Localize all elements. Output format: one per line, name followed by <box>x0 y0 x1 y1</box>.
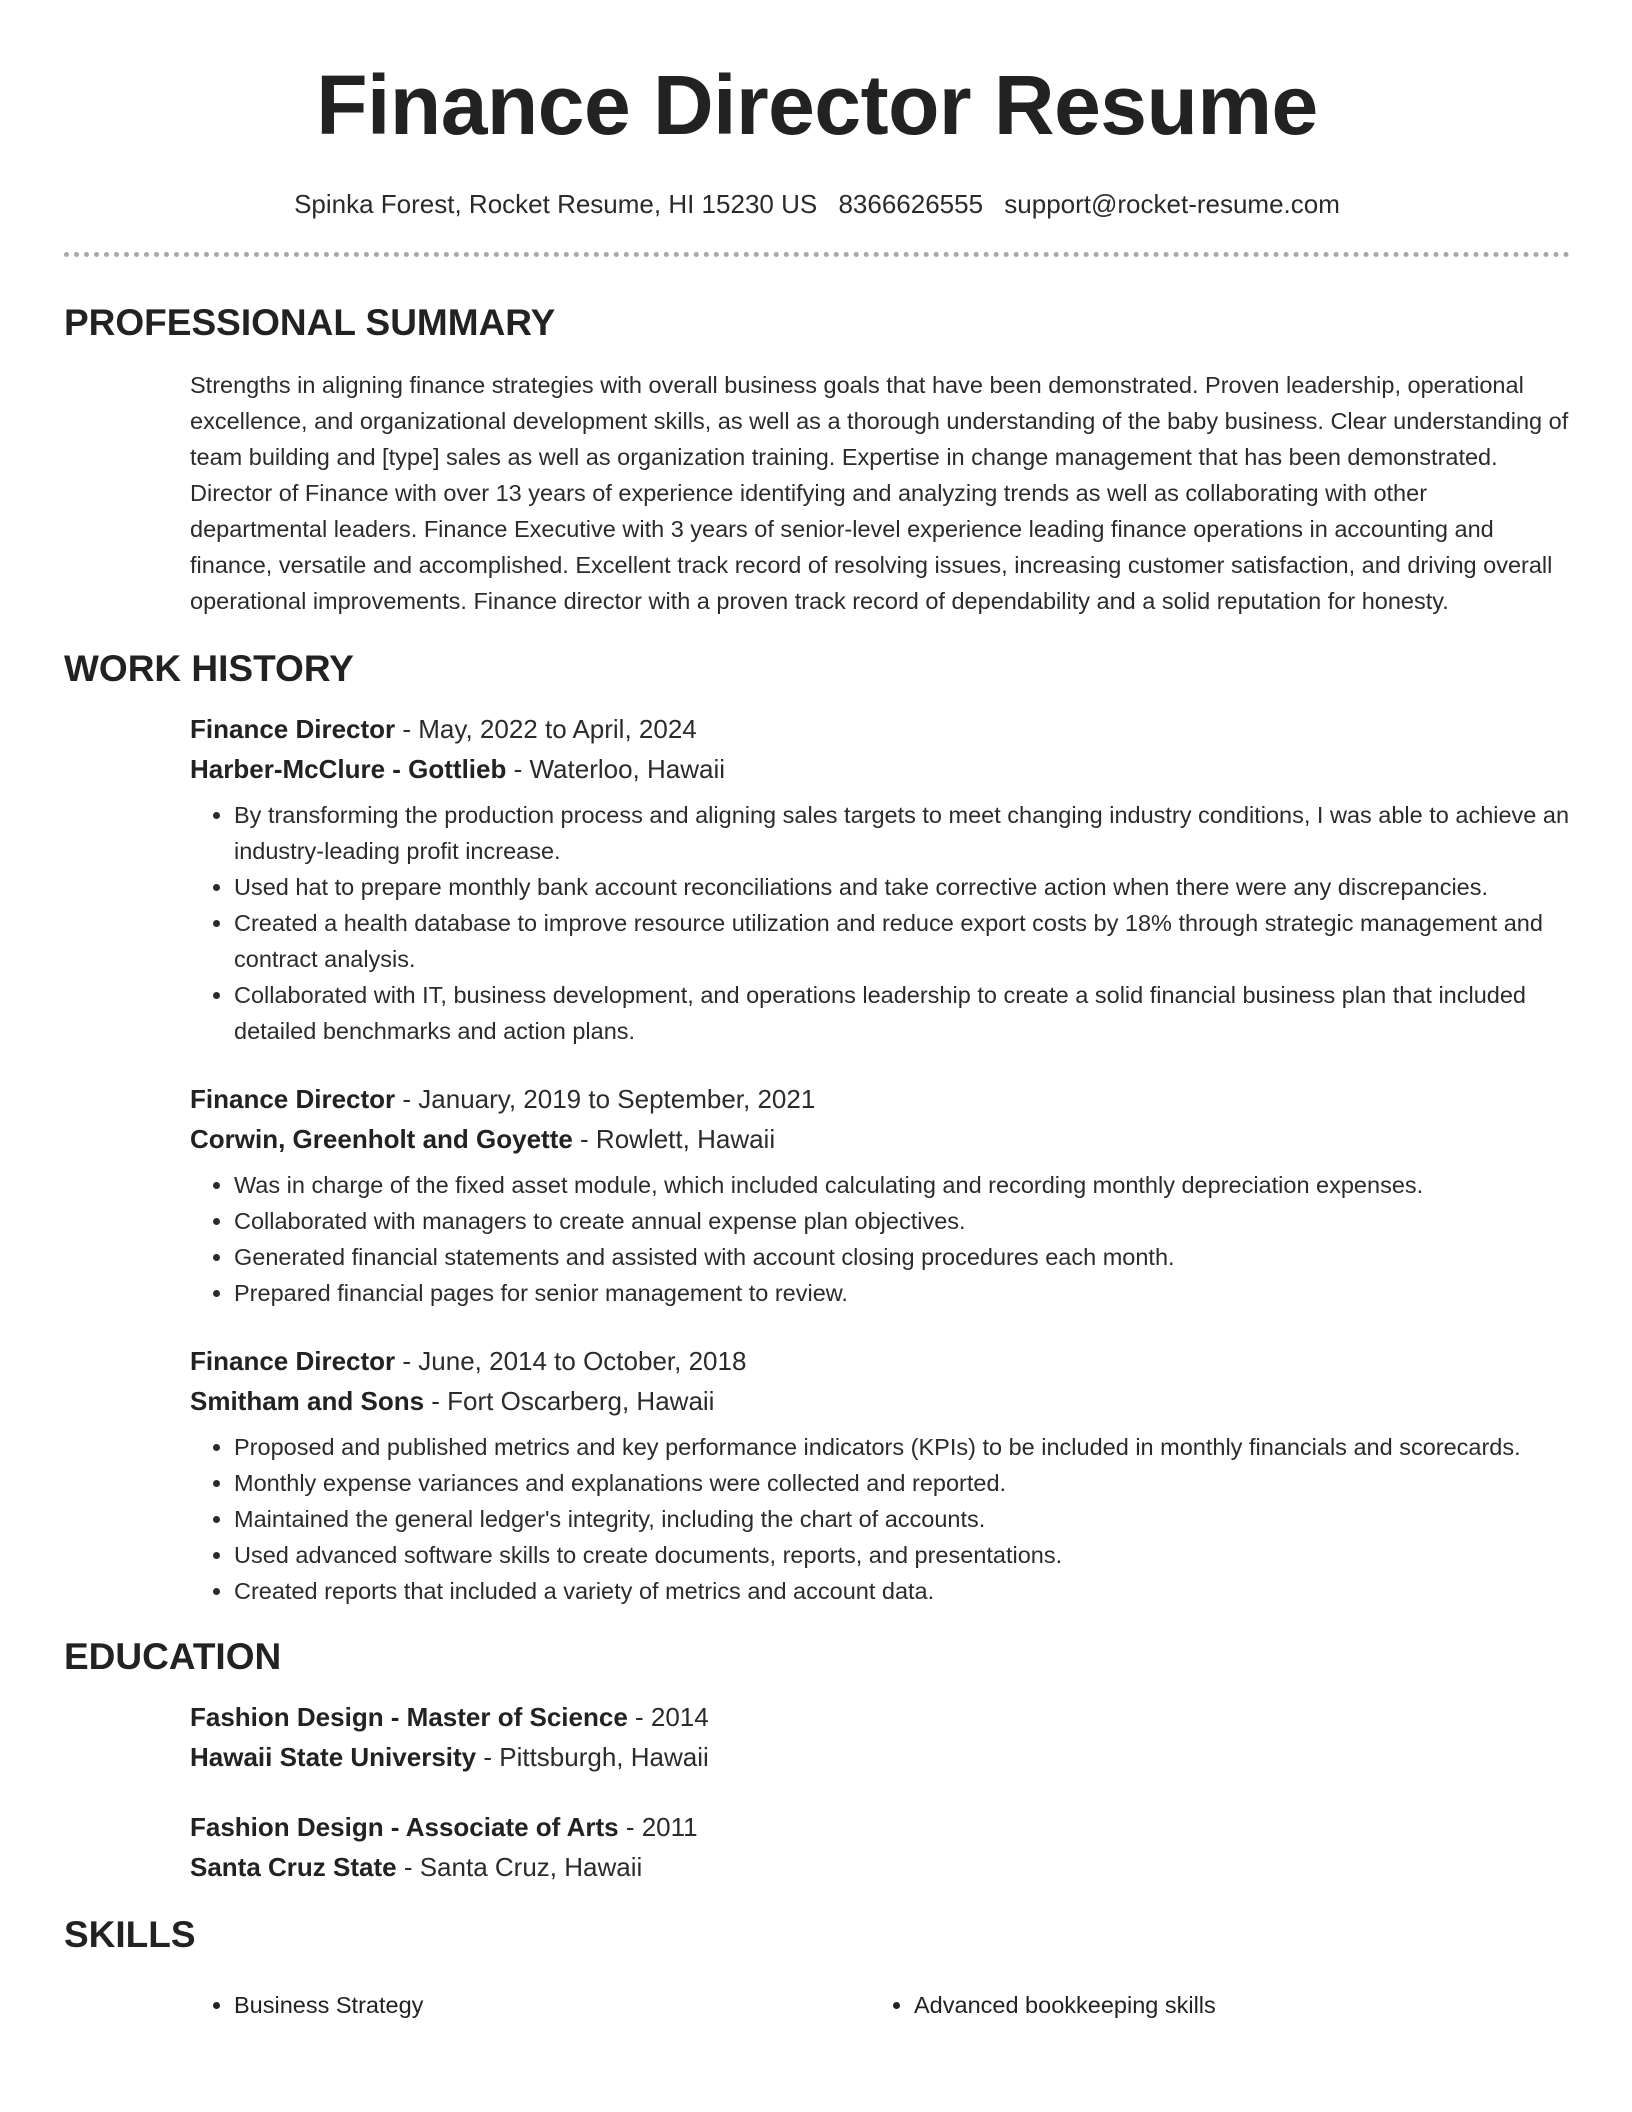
education-degree-line <box>190 1807 1570 1847</box>
job-company: Smitham and Sons <box>190 1386 425 1416</box>
list-item: • Was in charge of the fixed asset module, which included calculating and recording monthly depreciation expenses. <box>234 1167 1570 1203</box>
job-entry <box>190 709 1570 1049</box>
contact-line <box>64 188 1570 220</box>
job-company-line <box>190 1119 1570 1159</box>
skills-column-right <box>870 1987 1550 2023</box>
work-history-heading: WORK HISTORY <box>64 648 354 689</box>
list-item: • Created reports that included a variety of metrics and account data. <box>234 1573 1570 1609</box>
education-degree: Fashion Design - Master of Science <box>190 1702 628 1732</box>
list-item: • Monthly expense variances and explanations were collected and reported. <box>234 1465 1570 1501</box>
education-entry <box>190 1807 1570 1887</box>
list-item: • Collaborated with IT, business development, and operations leadership to create a solid financial business plan that included detailed benchmarks and action plans. <box>234 977 1570 1049</box>
list-item: • By transforming the production process and aligning sales targets to meet changing industry conditions, I was able to achieve an industry-leading profit increase. <box>234 797 1570 869</box>
list-item: • Created a health database to improve resource utilization and reduce export costs by 18% through strategic management and contract analysis. <box>234 905 1570 977</box>
job-location: - Rowlett, Hawaii <box>572 1124 776 1154</box>
list-item: • Used advanced software skills to create documents, reports, and presentations. <box>234 1537 1570 1573</box>
education-location: - Santa Cruz, Hawaii <box>396 1852 643 1882</box>
skill-item: • Advanced bookkeeping skills <box>914 1987 1550 2023</box>
contact-address: Spinka Forest, Rocket Resume, HI 15230 US <box>294 189 818 219</box>
contact-phone: 8366626555 <box>838 189 984 219</box>
education-school-line <box>190 1737 1570 1777</box>
job-title: Finance Director <box>190 1346 396 1376</box>
job-title-line <box>190 709 1570 749</box>
list-item: • Generated financial statements and assisted with account closing procedures each month. <box>234 1239 1570 1275</box>
job-bullets <box>190 1167 1570 1311</box>
education-school: Santa Cruz State <box>190 1852 397 1882</box>
education-degree: Fashion Design - Associate of Arts <box>190 1812 619 1842</box>
skills-column-left <box>190 1987 870 2023</box>
header-divider <box>64 252 1570 257</box>
list-item: • Maintained the general ledger's integrity, including the chart of accounts. <box>234 1501 1570 1537</box>
skills-list <box>190 1987 1570 2023</box>
education-school: Hawaii State University <box>190 1742 477 1772</box>
job-company-line <box>190 749 1570 789</box>
job-entry <box>190 1079 1570 1311</box>
education-year: - 2011 <box>618 1812 698 1842</box>
job-location: - Waterloo, Hawaii <box>506 754 726 784</box>
job-title: Finance Director <box>190 1084 396 1114</box>
skills-heading: SKILLS <box>64 1914 196 1955</box>
job-dates: - January, 2019 to September, 2021 <box>395 1084 816 1114</box>
education-heading: EDUCATION <box>64 1636 282 1677</box>
list-item: • Prepared financial pages for senior management to review. <box>234 1275 1570 1311</box>
job-dates: - June, 2014 to October, 2018 <box>395 1346 747 1376</box>
education-year: - 2014 <box>627 1702 709 1732</box>
job-bullets <box>190 797 1570 1049</box>
list-item: • Collaborated with managers to create annual expense plan objectives. <box>234 1203 1570 1239</box>
job-company: Harber-McClure - Gottlieb <box>190 754 507 784</box>
list-item: • Proposed and published metrics and key performance indicators (KPIs) to be included in monthly financials and scorecards. <box>234 1429 1570 1465</box>
summary-text: Strengths in aligning finance strategies with overall business goals that have been demonstrated. Proven leadership, operational excellence, and organizational development skills, as well as a thorough understanding of the baby business. Clear understanding of team building and [type] sales as well as organization training. Expertise in change management that has been demonstrated. Director of Finance with over 13 years of experience identifying and analyzing trends as well as collaborating with other departmental leaders. Finance Executive with 3 years of senior-level experience leading finance operations in accounting and finance, versatile and accomplished. Excellent track record of resolving issues, increasing customer satisfaction, and driving overall operational improvements. Finance director with a proven track record of dependability and a solid reputation for honesty. <box>190 372 1569 614</box>
job-dates: - May, 2022 to April, 2024 <box>395 714 697 744</box>
summary-heading: PROFESSIONAL SUMMARY <box>64 302 556 343</box>
job-bullets <box>190 1429 1570 1609</box>
education-degree-line <box>190 1697 1570 1737</box>
job-title: Finance Director <box>190 714 396 744</box>
resume-page <box>64 0 1570 2023</box>
job-company-line <box>190 1381 1570 1421</box>
job-title-line <box>190 1341 1570 1381</box>
job-location: - Fort Oscarberg, Hawaii <box>424 1386 715 1416</box>
job-title-line <box>190 1079 1570 1119</box>
education-school-line <box>190 1847 1570 1887</box>
education-entry <box>190 1697 1570 1777</box>
education-location: - Pittsburgh, Hawaii <box>476 1742 709 1772</box>
contact-email: support@rocket-resume.com <box>1004 189 1340 219</box>
job-company: Corwin, Greenholt and Goyette <box>190 1124 573 1154</box>
resume-title: Finance Director Resume <box>316 58 1318 152</box>
job-entry <box>190 1341 1570 1609</box>
list-item: • Used hat to prepare monthly bank account reconciliations and take corrective action when there were any discrepancies. <box>234 869 1570 905</box>
summary-block <box>190 367 1570 619</box>
skill-item: • Business Strategy <box>234 1987 870 2023</box>
